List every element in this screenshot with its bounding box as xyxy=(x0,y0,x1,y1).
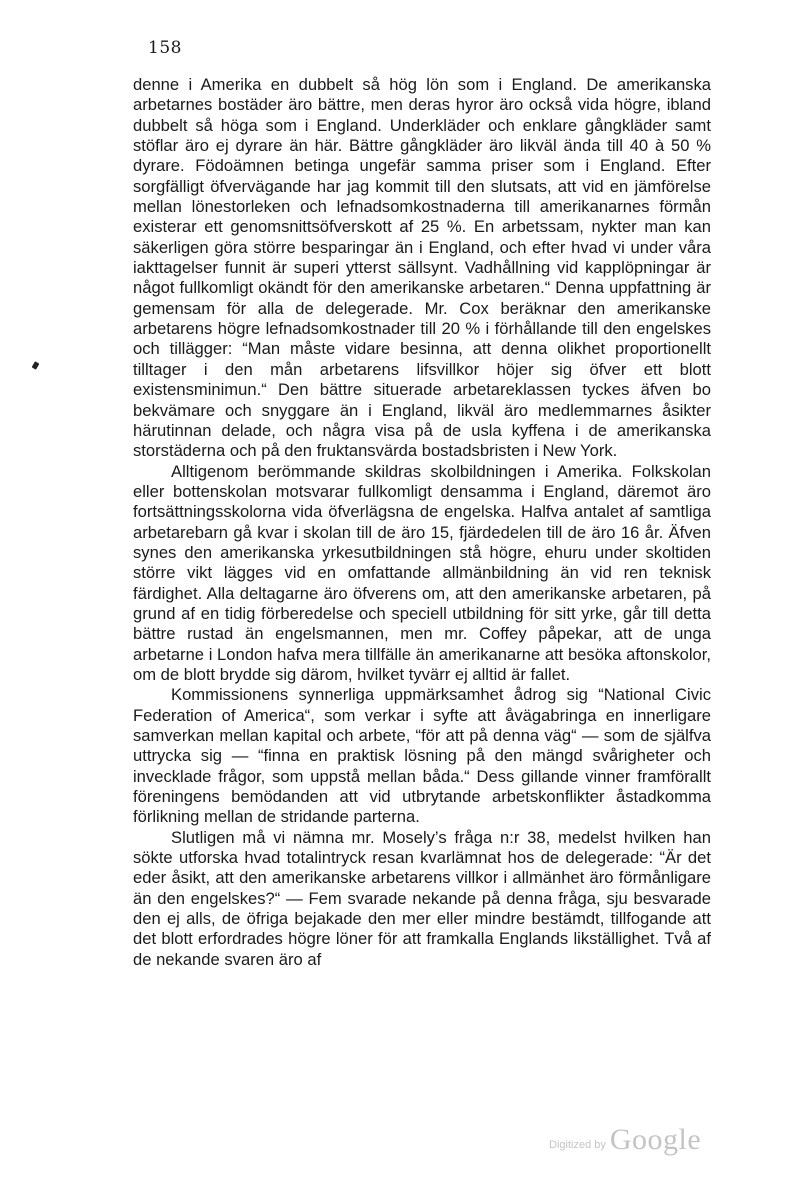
body-text xyxy=(133,75,711,970)
margin-ink-mark xyxy=(32,361,40,370)
page-number: 158 xyxy=(148,38,182,58)
digitized-watermark xyxy=(549,1117,719,1157)
paragraph-schooling: Alltigenom berömmande skildras skolbildningen i Amerika. Folkskolan eller bottenskolan motsvarar fullkomligt densamma i England, däremot äro fortsättningsskolorna vida öfverlägsna de engelska. Halfva antalet af samtliga arbetarebarn gå kvar i skolan till de äro 15, fjärdedelen till de äro 16 år. Äfven synes den amerikanska yrkesutbildningen stå högre, ehuru under skoltiden större vikt lägges vid en omfattande allmänbildning än vid ren teknisk färdighet. Alla deltagarne äro öfverens om, att den amerikanske arbetaren, på grund af en tidig förberedelse och speciell utbildning för sitt yrke, går till detta bättre rustad än engelsmannen, men mr. Coffey påpekar, att de unga arbetarne i London hafva mera tillfälle än amerikanarne att besöka aftonskolor, om de blott brydde sig därom, hvilket tyvärr ej alltid är fallet. xyxy=(133,461,711,684)
paragraph-continued: denne i Amerika en dubbelt så hög lön som i England. De amerikanska arbetarnes bostäder äro bättre, men deras hyror äro också vida högre, ibland dubbelt så höga som i England. Underkläder och enklare gångkläder samt stöflar äro ej dyrare än här. Bättre gångkläder äro likväl ända till 40 à 50 % dyrare. Födoämnen betinga ungefär samma priser som i England. Efter sorgfälligt öfvervägande har jag kommit till den slutsats, att vid en jämförelse mellan lönestorleken och lefnadsomkostnaderna till amerikanarnes förmån existerar ett genomsnittsöfverskott af 25 %. En arbetssam, nykter man kan säkerligen göra större besparingar än i England, och efter hvad vi under våra iakttagelser funnit är superi ytterst sällsynt. Vadhållning vid kapplöpningar är något fullkomligt okändt för den amerikanske arbetaren.“ Denna uppfattning är gemensam för alla de delegerade. Mr. Cox beräknar den amerikanske arbetarens högre lefnadsomkostnader till 20 % i förhållande till den engelskes och tillägger: “Man måste vidare besinna, att denna olikhet proportionellt tilltager i den mån arbetarens lifsvillkor höjer sig öfver ett blott existensminimun.“ Den bättre situerade arbetareklassen tyckes äfven bo bekvämare och snyggare än i England, likväl äro medlemmarnes åsikter härutinnan delade, och några visa på de usla kyffena i de amerikanska storstäderna och på den fruktansvärda bostadsbristen i New York. xyxy=(133,75,711,461)
paragraph-mosely-question: Slutligen må vi nämna mr. Mosely’s fråga n:r 38, medelst hvilken han sökte utforska hvad totalintryck resan kvarlämnat hos de delegerade: “Är det eder åsikt, att den amerikanske arbetarens villkor i allmänhet äro förmånligare än den engelskes?“ — Fem svarade nekande på denna fråga, sju besvarade den ej alls, de öfriga bejakade den mer eller mindre bestämdt, tillfogande att det blott erfordrades högre löner för att framkalla Englands likställighet. Två af de nekande svaren äro af xyxy=(133,827,711,969)
watermark-prefix: Digitized by xyxy=(549,1139,606,1151)
google-logo: Google xyxy=(609,1123,702,1156)
paragraph-civic-federation: Kommissionens synnerliga uppmärksamhet ådrog sig “National Civic Federation of America“, som verkar i syfte att åvägabringa en innerligare samverkan mellan kapital och arbete, “för att på denna väg“ — som de själfva uttrycka sig — “finna en praktisk lösning på den mängd svårigheter och invecklade frågor, som uppstå mellan båda.“ Dess gillande vinner framförallt föreningens bemödanden att vid utbrytande arbetskonflikter åstadkomma förlikning mellan de stridande parterna. xyxy=(133,685,711,827)
